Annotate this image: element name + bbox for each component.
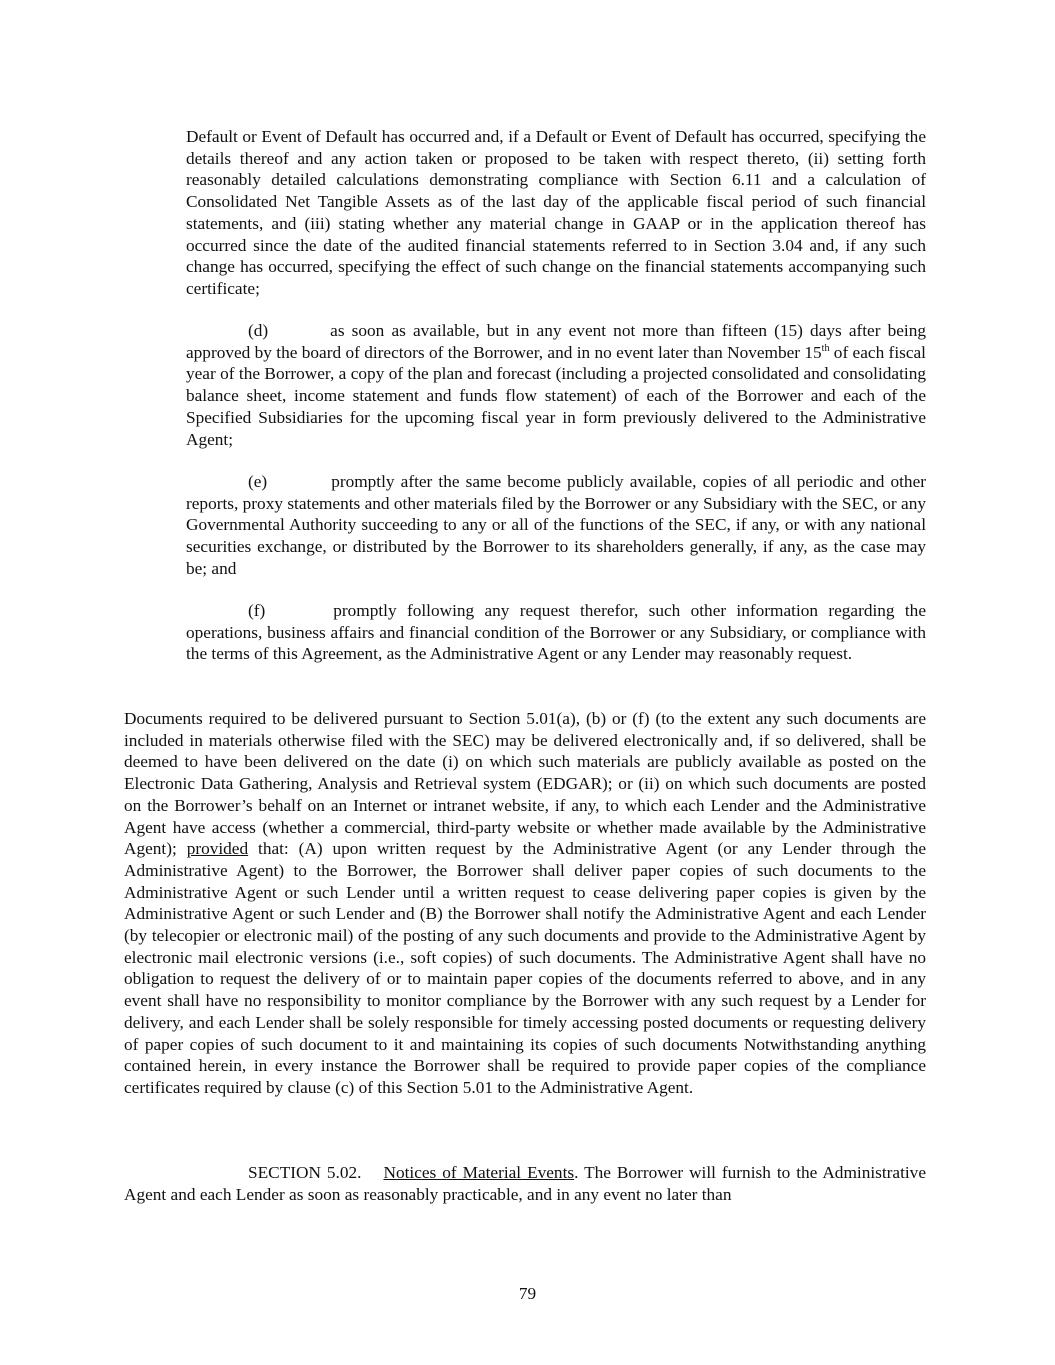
paragraph-d [186,320,926,450]
paragraph-e [186,471,926,580]
paragraph-c-text: Default or Event of Default has occurred and, if a Default or Event of Default has occurred, specifying the details thereof and any action taken or proposed to be taken with respect thereto, (ii) setting forth reasonably detailed calculations demonstrating compliance with Section 6.11 and a calculation of Consolidated Net Tangible Assets as of the last day of the applicable fiscal period of such financial statements, and (iii) stating whether any material change in GAAP or in the application thereof has occurred since the date of the audited financial statements referred to in Section 3.04 and, if any such change has occurred, specifying the effect of such change on the financial statements accompanying such certificate; [186,127,926,298]
paragraph-d-label: (d) [248,321,269,340]
documents-delivery-paragraph [124,708,926,1099]
documents-text-part1: Documents required to be delivered pursuant to Section 5.01(a), (b) or (f) (to the extent any such documents are included in materials otherwise filed with the SEC) may be delivered electronically and, if so delivered, shall be deemed to have been delivered on the date (i) on which such materials are publicly available as posted on the Electronic Data Gathering, Analysis and Retrieval system (EDGAR); or (ii) on which such documents are posted on the Borrower’s behalf on an Internet or intranet website, if any, to which each Lender and the Administrative Agent have access (whether a commercial, third-party website or whether made available by the Administrative Agent); [124,709,926,859]
paragraph-c-continuation [186,126,926,300]
paragraph-d-text: as soon as available, but in any event not more than fifteen (15) days after being approved by the board of directors of the Borrower, and in no event later than November 15 [186,321,926,362]
paragraph-f [186,600,926,665]
paragraph-f-label: (f) [248,601,266,620]
paragraph-e-label: (e) [248,472,268,491]
paragraph-d-text-continued: of each fiscal year of the Borrower, a copy of the plan and forecast (including a projected consolidated and consolidating balance sheet, income statement and funds flow statement) of each of the Borrower and each of the Specified Subsidiaries for the upcoming fiscal year in form previously delivered to the Administrative Agent; [186,342,926,449]
section-text: . The Borrower will furnish to the Administrative Agent and each Lender as soon as reasonably practicable, and in any event no later than [124,1163,926,1204]
documents-text-part2: that: (A) upon written request by the Administrative Agent (or any Lender through the Administrative Agent) to the Borrower, the Borrower shall deliver paper copies of such documents to the Administrative Agent or such Lender until a written request to cease delivering paper copies is given by the Administrative Agent or such Lender and (B) the Borrower shall notify the Administrative Agent and each Lender (by telecopier or electronic mail) of the posting of any such documents and provide to the Administrative Agent by electronic mail electronic versions (i.e., soft copies) of such documents. The Administrative Agent shall have no obligation to request the delivery of or to maintain paper copies of the documents referred to above, and in any event shall have no responsibility to monitor compliance by the Borrower with any such request by a Lender for delivery, and each Lender shall be solely responsible for timely accessing posted documents or requesting delivery of paper copies of such document to it and maintaining its copies of such documents Notwithstanding anything contained herein, in every instance the Borrower shall be required to provide paper copies of the compliance certificates required by clause (c) of this Section 5.01 to the Administrative Agent. [124,839,927,1097]
provided-term: provided [186,839,249,859]
paragraph-e-text: promptly after the same become publicly available, copies of all periodic and other reports, proxy statements and other materials filed by the Borrower or any Subsidiary with the SEC, or any Governmental Authority succeeding to any or all of the functions of the SEC, if any, or with any national securities exchange, or distributed by the Borrower to its shareholders generally, if any, as the case may be; and [186,472,926,578]
page-number: 79 [518,1284,537,1303]
ordinal-superscript: th [821,342,830,354]
paragraph-f-text: promptly following any request therefor, such other information regarding the operations, business affairs and financial condition of the Borrower or any Subsidiary, or compliance with the terms of this Agreement, as the Administrative Agent or any Lender may reasonably request. [186,601,926,664]
section-5-02-paragraph [124,1162,926,1205]
section-number: SECTION 5.02. [248,1163,362,1182]
section-title: Notices of Material Events [383,1163,575,1182]
